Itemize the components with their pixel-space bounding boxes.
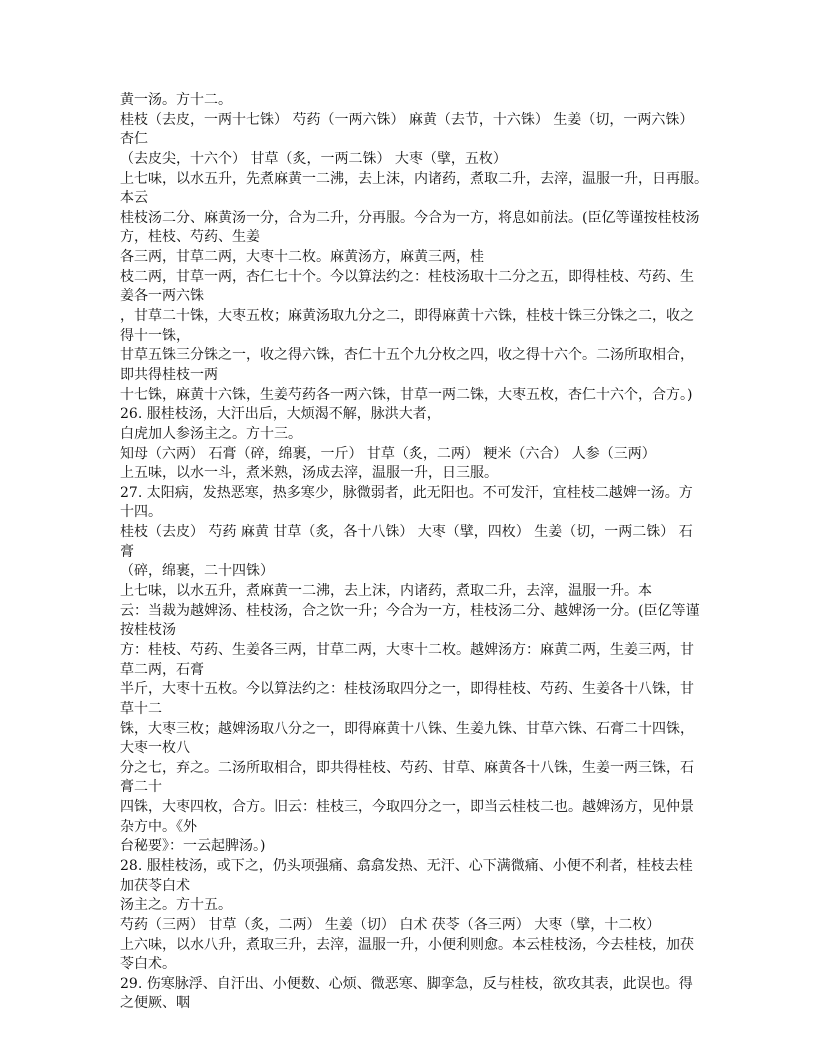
- text-line: 分之七，弃之。二汤所取相合，即共得桂枝、芍药、甘草、麻黄各十八铢，生姜一两三铢，石: [120, 759, 694, 776]
- text-line: 膏二十: [120, 779, 162, 796]
- text-line: 29. 伤寒脉浮、自汗出、小便数、心烦、微恶寒、脚挛急，反与桂枝，欲攻其表，此误也。得: [120, 975, 693, 992]
- text-line: 方，桂枝、芍药、生姜: [120, 229, 260, 246]
- text-line: 上六味，以水八升，煮取三升，去滓，温服一升，小便利则愈。本云桂枝汤，今去桂枝，加茯: [120, 936, 694, 953]
- text-line: 本云: [120, 190, 148, 207]
- text-line: 杏仁: [120, 131, 148, 148]
- text-line: 云：当裁为越婢汤、桂枝汤，合之饮一升；今合为一方，桂枝汤二分、越婢汤一分。(臣亿等谨: [120, 602, 700, 619]
- text-line: 铢，大枣三枚；越婢汤取八分之一，即得麻黄十八铢、生姜九铢、甘草六铢、石膏二十四铢，: [120, 720, 694, 737]
- text-line: 知母（六两） 石膏（碎，绵裹，一斤） 甘草（炙，二两） 粳米（六合） 人参（三两）: [120, 445, 656, 462]
- text-line: 膏: [120, 543, 134, 560]
- text-line: 得十一铢，: [120, 327, 190, 344]
- text-line: 方：桂枝、芍药、生姜各三两，甘草二两，大枣十二枚。越婢汤方：麻黄二两，生姜三两，甘: [120, 641, 694, 658]
- text-line: 桂枝（去皮） 芍药 麻黄 甘草（炙，各十八铢） 大枣（擘，四枚） 生姜（切，一两二铢） 石: [120, 524, 693, 541]
- text-line: 27. 太阳病，发热恶寒，热多寒少，脉微弱者，此无阳也。不可发汗，宜桂枝二越婢一汤。方: [120, 484, 693, 501]
- text-line: 枝二两，甘草一两，杏仁七十个。今以算法约之：桂枝汤取十二分之五，即得桂枝、芍药、生: [120, 268, 694, 285]
- text-line: 白虎加人参汤主之。方十三。: [120, 425, 302, 442]
- text-line: 四铢，大枣四枚，合方。旧云：桂枝三，今取四分之一，即当云桂枝二也。越婢汤方，见仲景: [120, 799, 694, 816]
- text-line: 十七铢，麻黄十六铢，生姜芍药各一两六铢，甘草一两二铢，大枣五枚，杏仁十六个，合方。): [120, 386, 693, 403]
- text-line: 台秘要》：一云起脾汤。): [120, 838, 266, 855]
- text-line: 草二两，石膏: [120, 661, 204, 678]
- text-line: 按桂枝汤: [120, 622, 176, 639]
- text-line: 芍药（三两） 甘草（炙，二两） 生姜（切） 白术 茯苓（各三两） 大枣（擘，十二枚）: [120, 916, 661, 933]
- text-line: 即共得桂枝一两: [120, 366, 218, 383]
- text-line: 甘草五铢三分铢之一，收之得六铢，杏仁十五个九分枚之四，收之得十六个。二汤所取相合，: [120, 347, 694, 364]
- text-line: 十四。: [120, 504, 162, 521]
- text-line: 加茯苓白术: [120, 877, 190, 894]
- text-line: 大枣一枚八: [120, 740, 190, 757]
- text-line: 杂方中。《外: [120, 818, 197, 835]
- text-line: 半斤，大枣十五枚。今以算法约之：桂枝汤取四分之一，即得桂枝、芍药、生姜各十八铢，甘: [120, 681, 694, 698]
- text-line: （碎，绵裹，二十四铢）: [120, 563, 274, 580]
- text-line: 草十二: [120, 700, 162, 717]
- text-line: 26. 服桂枝汤，大汗出后，大烦渴不解，脉洪大者，: [120, 406, 441, 423]
- text-line: 黄一汤。方十二。: [120, 92, 232, 108]
- document-page: [120, 91, 710, 1014]
- text-line: 汤主之。方十五。: [120, 897, 232, 914]
- text-line: 上七味，以水五升，煮麻黄一二沸，去上沫，内诸药，煮取二升，去滓，温服一升。本: [120, 583, 652, 600]
- text-line: 28. 服桂枝汤，或下之，仍头项强痛、翕翕发热、无汗、心下满微痛、小便不利者，桂枝去桂: [120, 857, 693, 874]
- text-line: 上五味，以水一斗，煮米熟，汤成去滓，温服一升，日三服。: [120, 465, 498, 482]
- text-line: ，甘草二十铢，大枣五枚；麻黄汤取九分之二，即得麻黄十六铢，桂枝十铢三分铢之二，收之: [120, 308, 694, 325]
- text-line: 姜各一两六铢: [120, 288, 204, 305]
- text-line: 各三两，甘草二两，大枣十二枚。麻黄汤方，麻黄三两，桂: [120, 249, 484, 266]
- text-line: 之便厥、咽: [120, 995, 190, 1012]
- text-line: 上七味，以水五升，先煮麻黄一二沸，去上沫，内诸药，煮取二升，去滓，温服一升，日再服。: [120, 170, 708, 187]
- text-line: 苓白术。: [120, 956, 176, 973]
- text-line: 桂枝（去皮，一两十七铢） 芍药（一两六铢） 麻黄（去节，十六铢） 生姜（切，一两六铢）: [120, 111, 694, 128]
- text-line: 桂枝汤二分、麻黄汤一分，合为二升，分再服。今合为一方，将息如前法。(臣亿等谨按桂枝汤: [120, 209, 700, 226]
- text-line: （去皮尖，十六个） 甘草（炙，一两二铢） 大枣（擘，五枚）: [120, 150, 507, 167]
